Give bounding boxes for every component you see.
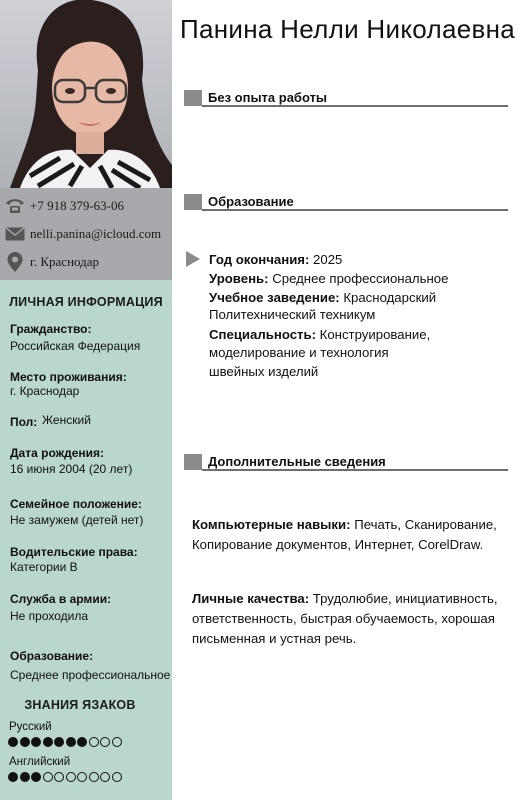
phone-text: +7 918 379-63-06 — [30, 198, 124, 213]
education-arrow-icon — [186, 251, 200, 267]
level-dot-filled — [20, 772, 30, 782]
personal-qualities-value: Трудолюбие, инициативность, ответственность, быстрая обучаемость, хорошая письменная и устная речь. — [192, 591, 498, 646]
section-additional-title: Дополнительные сведения — [208, 454, 386, 469]
personal-qualities — [192, 589, 512, 649]
edu-year-value: 2025 — [309, 252, 343, 267]
computer-skills-label: Компьютерные навыки: — [192, 517, 351, 532]
edu-institution-label: Учебное заведение: — [209, 290, 340, 305]
pi-army-label: Служба в армии: — [10, 592, 112, 606]
section-education-title: Образование — [208, 194, 294, 209]
edu-specialty — [209, 327, 430, 342]
section-marker — [184, 454, 202, 470]
level-dot-filled — [31, 772, 41, 782]
pi-gender-label: Пол: — [10, 415, 38, 429]
edu-year-label: Год окончания: — [209, 252, 310, 267]
level-dot-filled — [77, 737, 87, 747]
section-education-header — [184, 193, 508, 211]
section-marker — [184, 90, 202, 106]
profile-photo — [0, 0, 172, 188]
level-dot-filled — [54, 737, 64, 747]
section-marker — [184, 194, 202, 210]
edu-institution-value: Краснодарский — [339, 290, 437, 305]
section-experience-header — [184, 89, 508, 107]
level-dot-empty — [77, 772, 87, 782]
level-dot-empty — [112, 737, 122, 747]
level-dot-empty — [89, 772, 99, 782]
personal-info-title: ЛИЧНАЯ ИНФОРМАЦИЯ — [9, 295, 163, 309]
edu-level-label: Уровень: — [209, 271, 269, 286]
contact-city — [0, 249, 172, 275]
edu-specialty-label: Специальность: — [209, 327, 316, 342]
mail-icon — [0, 227, 30, 241]
computer-skills-value: Печать, Сканирование, Копирование документов, Интернет, CorelDraw. — [192, 517, 497, 552]
full-name: Панина Нелли Николаевна — [180, 14, 516, 44]
pi-citizenship-value: Российская Федерация — [10, 339, 141, 353]
level-dot-filled — [66, 737, 76, 747]
pi-license-value: Категории B — [10, 560, 78, 574]
level-dot-filled — [31, 737, 41, 747]
language-name: Русский — [9, 721, 52, 733]
languages-title: ЗНАНИЯ ЯЗАКОВ — [24, 698, 136, 712]
pi-marital-label: Семейное положение: — [10, 497, 142, 511]
personal-qualities-label: Личные качества: — [192, 591, 310, 606]
level-dot-empty — [66, 772, 76, 782]
pi-citizenship-label: Гражданство: — [10, 322, 92, 336]
edu-institution — [209, 290, 436, 305]
edu-level-value: Среднее профессиональное — [268, 271, 449, 286]
level-dot-empty — [100, 772, 110, 782]
language-level-english — [8, 772, 122, 782]
language-level-russian — [8, 737, 122, 747]
edu-year — [209, 252, 342, 267]
pi-birthdate-label: Дата рождения: — [10, 446, 105, 460]
pi-gender-value: Женский — [42, 413, 91, 427]
level-dot-filled — [20, 737, 30, 747]
edu-institution-cont: Политехнический техникум — [209, 307, 376, 322]
section-divider — [202, 105, 508, 107]
email-text: nelli.panina@icloud.com — [30, 226, 162, 241]
level-dot-empty — [89, 737, 99, 747]
pi-residence-value: г. Краснодар — [10, 384, 80, 398]
phone-icon — [0, 198, 30, 214]
section-additional-header — [184, 453, 508, 471]
level-dot-empty — [100, 737, 110, 747]
city-text: г. Краснодар — [30, 254, 100, 269]
pi-army-value: Не проходила — [10, 609, 89, 623]
pi-residence-label: Место проживания: — [10, 370, 127, 384]
edu-specialty-value: Конструирование, — [316, 327, 431, 342]
contacts-block — [0, 188, 172, 280]
level-dot-empty — [112, 772, 122, 782]
computer-skills — [192, 515, 512, 555]
level-dot-empty — [54, 772, 64, 782]
pi-education-label: Образование: — [10, 649, 94, 663]
section-divider — [202, 469, 508, 471]
sidebar — [0, 0, 172, 800]
pi-marital-value: Не замужем (детей нет) — [10, 513, 144, 527]
location-pin-icon — [0, 252, 30, 272]
pi-education-value: Среднее профессиональное — [10, 668, 171, 682]
language-name: Английский — [9, 756, 71, 768]
level-dot-filled — [8, 737, 18, 747]
section-divider — [202, 209, 508, 211]
contact-email[interactable] — [0, 221, 172, 247]
level-dot-filled — [43, 737, 53, 747]
pi-birthdate-value: 16 июня 2004 (20 лет) — [10, 462, 133, 476]
level-dot-empty — [43, 772, 53, 782]
edu-specialty-cont-2: швейных изделий — [209, 364, 319, 379]
pi-license-label: Водительские права: — [10, 545, 138, 559]
section-experience-title: Без опыта работы — [208, 90, 328, 105]
edu-specialty-cont-1: моделирование и технология — [209, 345, 389, 360]
edu-level — [209, 271, 448, 286]
contact-phone[interactable] — [0, 193, 172, 219]
level-dot-filled — [8, 772, 18, 782]
